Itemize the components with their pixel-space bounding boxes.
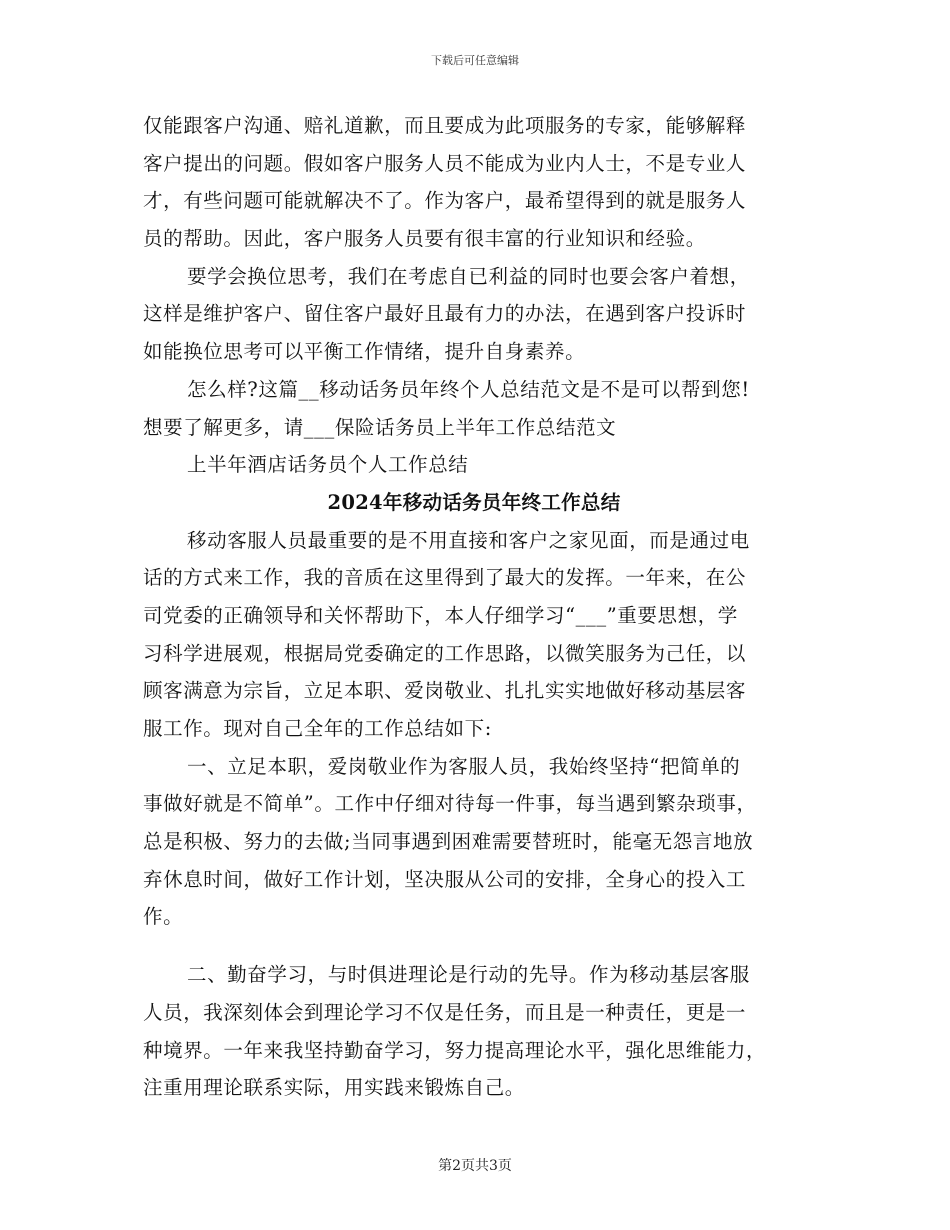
text-line: 作。 <box>143 905 184 929</box>
text-line: 种境界。一年来我坚持勤奋学习，努力提高理论水平，强化思维能力， <box>143 1038 767 1062</box>
text-line: 顾客满意为宗旨，立足本职、爱岗敬业、扎扎实实地做好移动基层客 <box>143 679 747 703</box>
text-line: 二、勤奋学习，与时俱进理论是行动的先导。作为移动基层客服 <box>187 963 750 987</box>
page-footer: 第2页共3页 <box>438 1158 512 1174</box>
text-line: 司党委的正确领导和关怀帮助下，本人仔细学习“___”重要思想，学 <box>143 603 738 627</box>
text-line: 一、立足本职，爱岗敬业作为客服人员，我始终坚持“把简单的 <box>187 754 741 778</box>
text-line: 如能换位思考可以平衡工作情绪，提升自身素养。 <box>143 340 586 364</box>
text-line: 上半年酒店话务员个人工作总结 <box>187 453 469 477</box>
text-line: 仅能跟客户沟通、赔礼道歉，而且要成为此项服务的专家，能够解释 <box>143 114 747 137</box>
paragraph-gap <box>143 936 813 956</box>
text-line: 才，有些问题可能就解决不了。作为客户，最希望得到的就是服务人 <box>143 189 747 213</box>
text-line: 总是积极、努力的去做;当同事遇到困难需要替班时，能毫无怨言地放 <box>143 830 754 854</box>
text-line: 想要了解更多，请___保险话务员上半年工作总结范文 <box>143 415 617 439</box>
text-line: 这样是维护客户、留住客户最好且最有力的办法，在遇到客户投诉时 <box>143 302 747 326</box>
text-line: 要学会换位思考，我们在考虑自已利益的同时也要会客户着想， <box>187 264 750 288</box>
document-title: 2024年移动话务员年终工作总结 <box>327 490 621 514</box>
text-line: 注重用理论联系实际，用实践来锻炼自己。 <box>143 1076 525 1100</box>
text-line: 事做好就是不简单”。工作中仔细对待每一件事，每当遇到繁杂琐事， <box>143 792 757 816</box>
text-line: 客户提出的问题。假如客户服务人员不能成为业内人士，不是专业人 <box>143 151 747 175</box>
text-line: 移动客服人员最重要的是不用直接和客户之家见面，而是通过电 <box>187 528 750 552</box>
text-line: 话的方式来工作，我的音质在这里得到了最大的发挥。一年来，在公 <box>143 566 747 590</box>
text-line: 怎么样?这篇__移动话务员年终个人总结范文是不是可以帮到您! <box>187 377 750 401</box>
document-body <box>143 107 813 1107</box>
text-line: 习科学进展观，根据局党委确定的工作思路，以微笑服务为己任，以 <box>143 641 747 665</box>
text-line: 服工作。现对自己全年的工作总结如下: <box>143 717 492 740</box>
text-line: 人员，我深刻体会到理论学习不仅是任务，而且是一种责任，更是一 <box>143 1000 747 1024</box>
page-header: 下载后可任意编辑 <box>431 54 519 67</box>
text-line: 弃休息时间，做好工作计划，坚决服从公司的安排，全身心的投入工 <box>143 867 747 891</box>
text-line: 员的帮助。因此，客户服务人员要有很丰富的行业知识和经验。 <box>143 227 706 251</box>
